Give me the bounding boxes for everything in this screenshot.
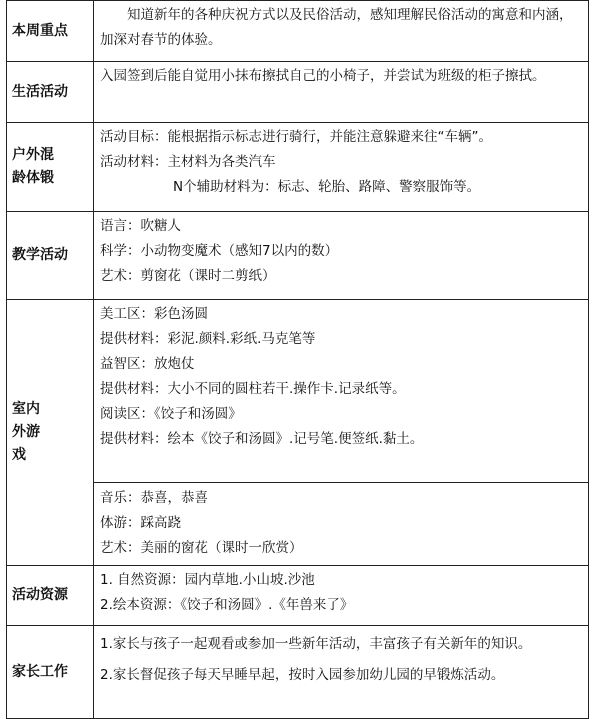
content-line: 2.家长督促孩子每天早睡早起，按时入园参加幼儿园的早锻炼活动。 (100, 667, 505, 683)
content-line: 艺术：剪窗花（课时二剪纸） (100, 268, 276, 284)
row-content (94, 1, 588, 61)
row-label: 生活活动 (7, 62, 94, 122)
row-label: 教学活动 (7, 212, 94, 299)
content-line: 提供材料：绘本《饺子和汤圆》.记号笔.便签纸.黏土。 (100, 431, 424, 447)
content-line: 1. 自然资源：园内草地.小山坡.沙池 (100, 572, 315, 588)
table-row (6, 0, 589, 62)
content-line: 知道新年的各种庆祝方式以及民俗活动，感知理解民俗活动的寓意和内涵，加深对春节的体验。 (100, 7, 573, 48)
table-row (6, 123, 589, 212)
table-row (6, 62, 589, 123)
content-line: 入园签到后能自觉用小抹布擦拭自己的小椅子，并尝试为班级的柜子擦拭。 (100, 68, 546, 84)
content-line: 1.家长与孩子一起观看或参加一些新年活动，丰富孩子有关新年的知识。 (100, 636, 532, 652)
row-label: 本周重点 (7, 1, 94, 61)
content-line: 益智区：放炮仗 (100, 356, 195, 372)
row-content (94, 300, 588, 565)
sub-section (100, 486, 582, 561)
content-line: 提供材料：彩泥.颜料.彩纸.马克笔等 (100, 331, 316, 347)
row-content (94, 626, 588, 718)
content-line: 美工区：彩色汤圆 (100, 306, 208, 322)
row-content (94, 62, 588, 122)
sub-divider (94, 482, 588, 483)
content-line: 阅读区：《饺子和汤圆》 (100, 406, 242, 422)
row-label: 室内外游戏 (7, 300, 94, 565)
content-line: 2.绘本资源：《饺子和汤圆》.《年兽来了》 (100, 597, 354, 613)
table-row (6, 300, 589, 566)
table-row (6, 212, 589, 300)
content-line: 音乐：恭喜，恭喜 (100, 490, 208, 506)
table-row (6, 566, 589, 626)
content-line: N个辅助材料为：标志、轮胎、路障、警察服饰等。 (173, 179, 481, 195)
content-line: 体游：踩高跷 (100, 515, 181, 531)
row-label: 户外混龄体锻 (7, 123, 94, 211)
table-row (6, 626, 589, 719)
content-line: 活动目标：能根据指示标志进行骑行，并能注意躲避来往“车辆”。 (100, 129, 492, 145)
content-line: 科学：小动物变魔术（感知7以内的数） (100, 243, 339, 259)
content-line: 艺术：美丽的窗花（课时一欣赏） (100, 540, 303, 556)
row-content (94, 123, 588, 211)
content-line: 活动材料：主材料为各类汽车 (100, 154, 276, 170)
row-label: 家长工作 (7, 626, 94, 718)
weekly-plan-table (6, 0, 589, 719)
row-content (94, 566, 588, 625)
row-label: 活动资源 (7, 566, 94, 625)
row-content (94, 212, 588, 299)
content-line: 提供材料：大小不同的圆柱若干.操作卡.记录纸等。 (100, 381, 406, 397)
content-line: 语言：吹糖人 (100, 218, 181, 234)
